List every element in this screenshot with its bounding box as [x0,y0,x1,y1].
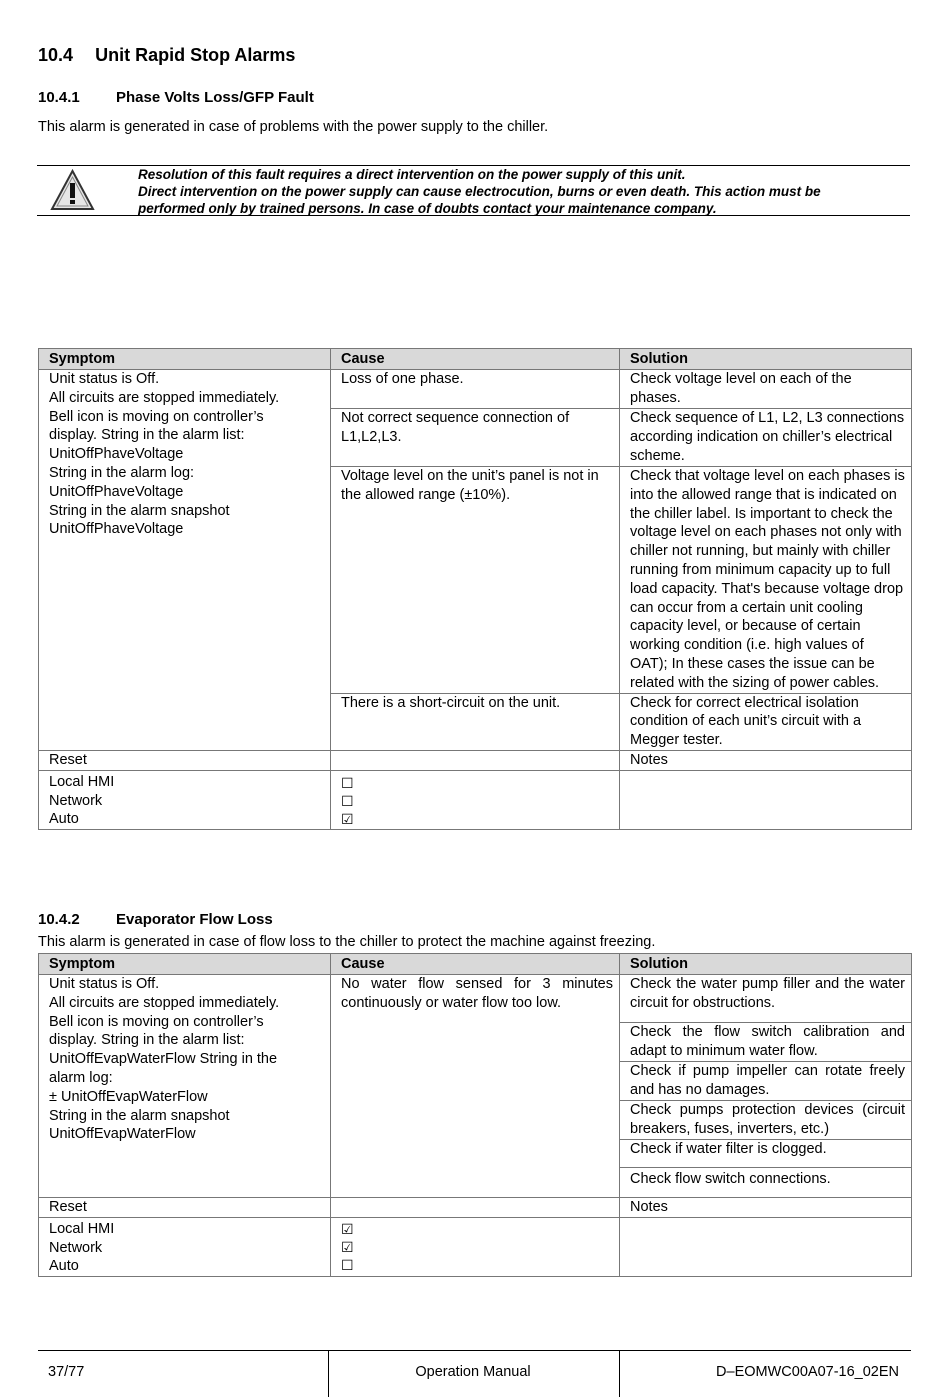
cause-cell: Voltage level on the unit’s panel is not in the allowed range (±10%). [331,467,620,694]
cause-cell: There is a short-circuit on the unit. [331,693,620,750]
symptom-line: display. String in the alarm list: [49,1032,245,1049]
solution-cell: Check flow switch connections. [620,1168,912,1198]
table-row [39,370,912,409]
header-cause: Cause [331,954,620,975]
notes-label: Notes [620,1198,912,1218]
solution-cell: Check sequence of L1, L2, L3 connections according indication on chiller’s electrical scheme. [620,409,912,467]
warning-bottom-rule [37,215,910,216]
reset-label: Reset [39,1198,331,1218]
notes-cell [620,1217,912,1276]
header-solution: Solution [620,349,912,370]
symptom-line: Unit status is Off. [49,976,160,992]
warning-line: performed only by trained persons. In case of doubts contact your maintenance company. [138,201,717,216]
notes-cell [620,770,912,829]
subsection-title: Phase Volts Loss/GFP Fault [116,89,314,106]
reset-option-network: Network [49,1239,103,1256]
intro-paragraph-2: This alarm is generated in case of flow loss to the chiller to protect the machine against freezing. [38,934,656,950]
reset-row [39,1198,912,1218]
reset-checks-cell [331,770,620,829]
subsection-number: 10.4.2 [38,911,80,928]
checkbox-auto: ☐ [341,1256,354,1273]
symptom-line: alarm log: [49,1069,113,1086]
section-heading [38,45,295,66]
page-number: 37/77 [48,1364,85,1380]
header-symptom: Symptom [39,954,331,975]
symptom-line: All circuits are stopped immediately. [49,389,280,406]
symptom-cell [39,975,331,1198]
table-header-row [39,349,912,370]
solution-cell: Check if water filter is clogged. [620,1140,912,1168]
checkbox-network: ☑ [341,1238,354,1255]
warning-text [138,166,898,217]
warning-triangle-icon [50,168,95,212]
header-solution: Solution [620,954,912,975]
symptom-line: UnitOffPhaveVoltage [49,446,184,463]
reset-row [39,750,912,770]
symptom-line: Bell icon is moving on controller’s [49,408,264,425]
subsection-title: Evaporator Flow Loss [116,911,273,928]
reset-options-row [39,770,912,829]
solution-cell: Check if pump impeller can rotate freely and has no damages. [620,1062,912,1101]
reset-option-local-hmi: Local HMI [49,1220,115,1237]
reset-options-cell [39,770,331,829]
symptom-line: String in the alarm snapshot [49,1107,230,1124]
footer-title: Operation Manual [415,1364,531,1380]
reset-empty-cell [331,750,620,770]
alarm-table-phase-volts [38,348,912,830]
symptom-line: UnitOffPhaveVoltage [49,521,184,538]
table-header-row [39,954,912,975]
solution-cell: Check pumps protection devices (circuit breakers, fuses, inverters, etc.) [620,1101,912,1140]
alarm-table-evaporator-flow [38,953,912,1277]
checkbox-local-hmi: ☐ [341,774,354,791]
symptom-line: UnitOffPhaveVoltage [49,483,184,500]
reset-option-network: Network [49,792,103,809]
section-number: 10.4 [38,45,74,65]
header-symptom: Symptom [39,349,331,370]
solution-cell: Check voltage level on each of the phases. [620,370,912,409]
symptom-line: String in the alarm log: [49,464,195,481]
subsection-heading-1 [38,89,314,106]
reset-option-auto: Auto [49,1258,79,1275]
checkbox-network: ☐ [341,792,354,809]
cause-cell: Not correct sequence connection of L1,L2,L3. [331,409,620,467]
header-cause: Cause [331,349,620,370]
symptom-line: String in the alarm snapshot [49,502,230,519]
solution-cell: Check for correct electrical isolation condition of each unit’s circuit with a Megger tester. [620,693,912,750]
section-title: Unit Rapid Stop Alarms [95,45,296,65]
subsection-heading-2 [38,911,273,928]
symptom-line: Unit status is Off. [49,371,160,387]
symptom-line: All circuits are stopped immediately. [49,994,280,1011]
symptom-line: ± UnitOffEvapWaterFlow [49,1088,208,1105]
solution-cell: Check the flow switch calibration and adapt to minimum water flow. [620,1023,912,1062]
checkbox-auto: ☑ [341,810,354,827]
symptom-line: display. String in the alarm list: [49,427,245,444]
subsection-number: 10.4.1 [38,89,80,106]
reset-option-local-hmi: Local HMI [49,773,115,790]
reset-label: Reset [39,750,331,770]
solution-cell: Check the water pump filler and the water circuit for obstructions. [620,975,912,1023]
symptom-cell [39,370,331,751]
warning-line: Direct intervention on the power supply can cause electrocution, burns or even death. This action must be [138,184,821,199]
checkbox-local-hmi: ☑ [341,1220,354,1237]
table-row [39,975,912,1023]
symptom-line: Bell icon is moving on controller’s [49,1013,264,1030]
solution-cell: Check that voltage level on each phases is into the allowed range that is indicated on the chiller label. Is important to check the voltage level on each phases not only with chiller not running, but mainly with chiller running from minimum capacity up to full load capacity. That's because voltage drop can occur from a certain unit cooling capacity level, or because of certain working condition (i.e. high values of OAT); In these cases the issue can be related with the sizing of power cables. [620,467,912,694]
reset-empty-cell [331,1198,620,1218]
notes-label: Notes [620,750,912,770]
page-footer [38,1350,911,1397]
reset-options-cell [39,1217,331,1276]
symptom-line: UnitOffEvapWaterFlow [49,1126,196,1143]
reset-options-row [39,1217,912,1276]
intro-paragraph-1: This alarm is generated in case of problems with the power supply to the chiller. [38,119,549,135]
cause-cell: No water flow sensed for 3 minutes continuously or water flow too low. [331,975,620,1198]
warning-line: Resolution of this fault requires a direct intervention on the power supply of this unit. [138,167,686,182]
cause-cell: Loss of one phase. [331,370,620,409]
document-code: D–EOMWC00A07-16_02EN [716,1364,899,1380]
reset-checks-cell [331,1217,620,1276]
symptom-line: UnitOffEvapWaterFlow String in the [49,1051,278,1068]
reset-option-auto: Auto [49,811,79,828]
